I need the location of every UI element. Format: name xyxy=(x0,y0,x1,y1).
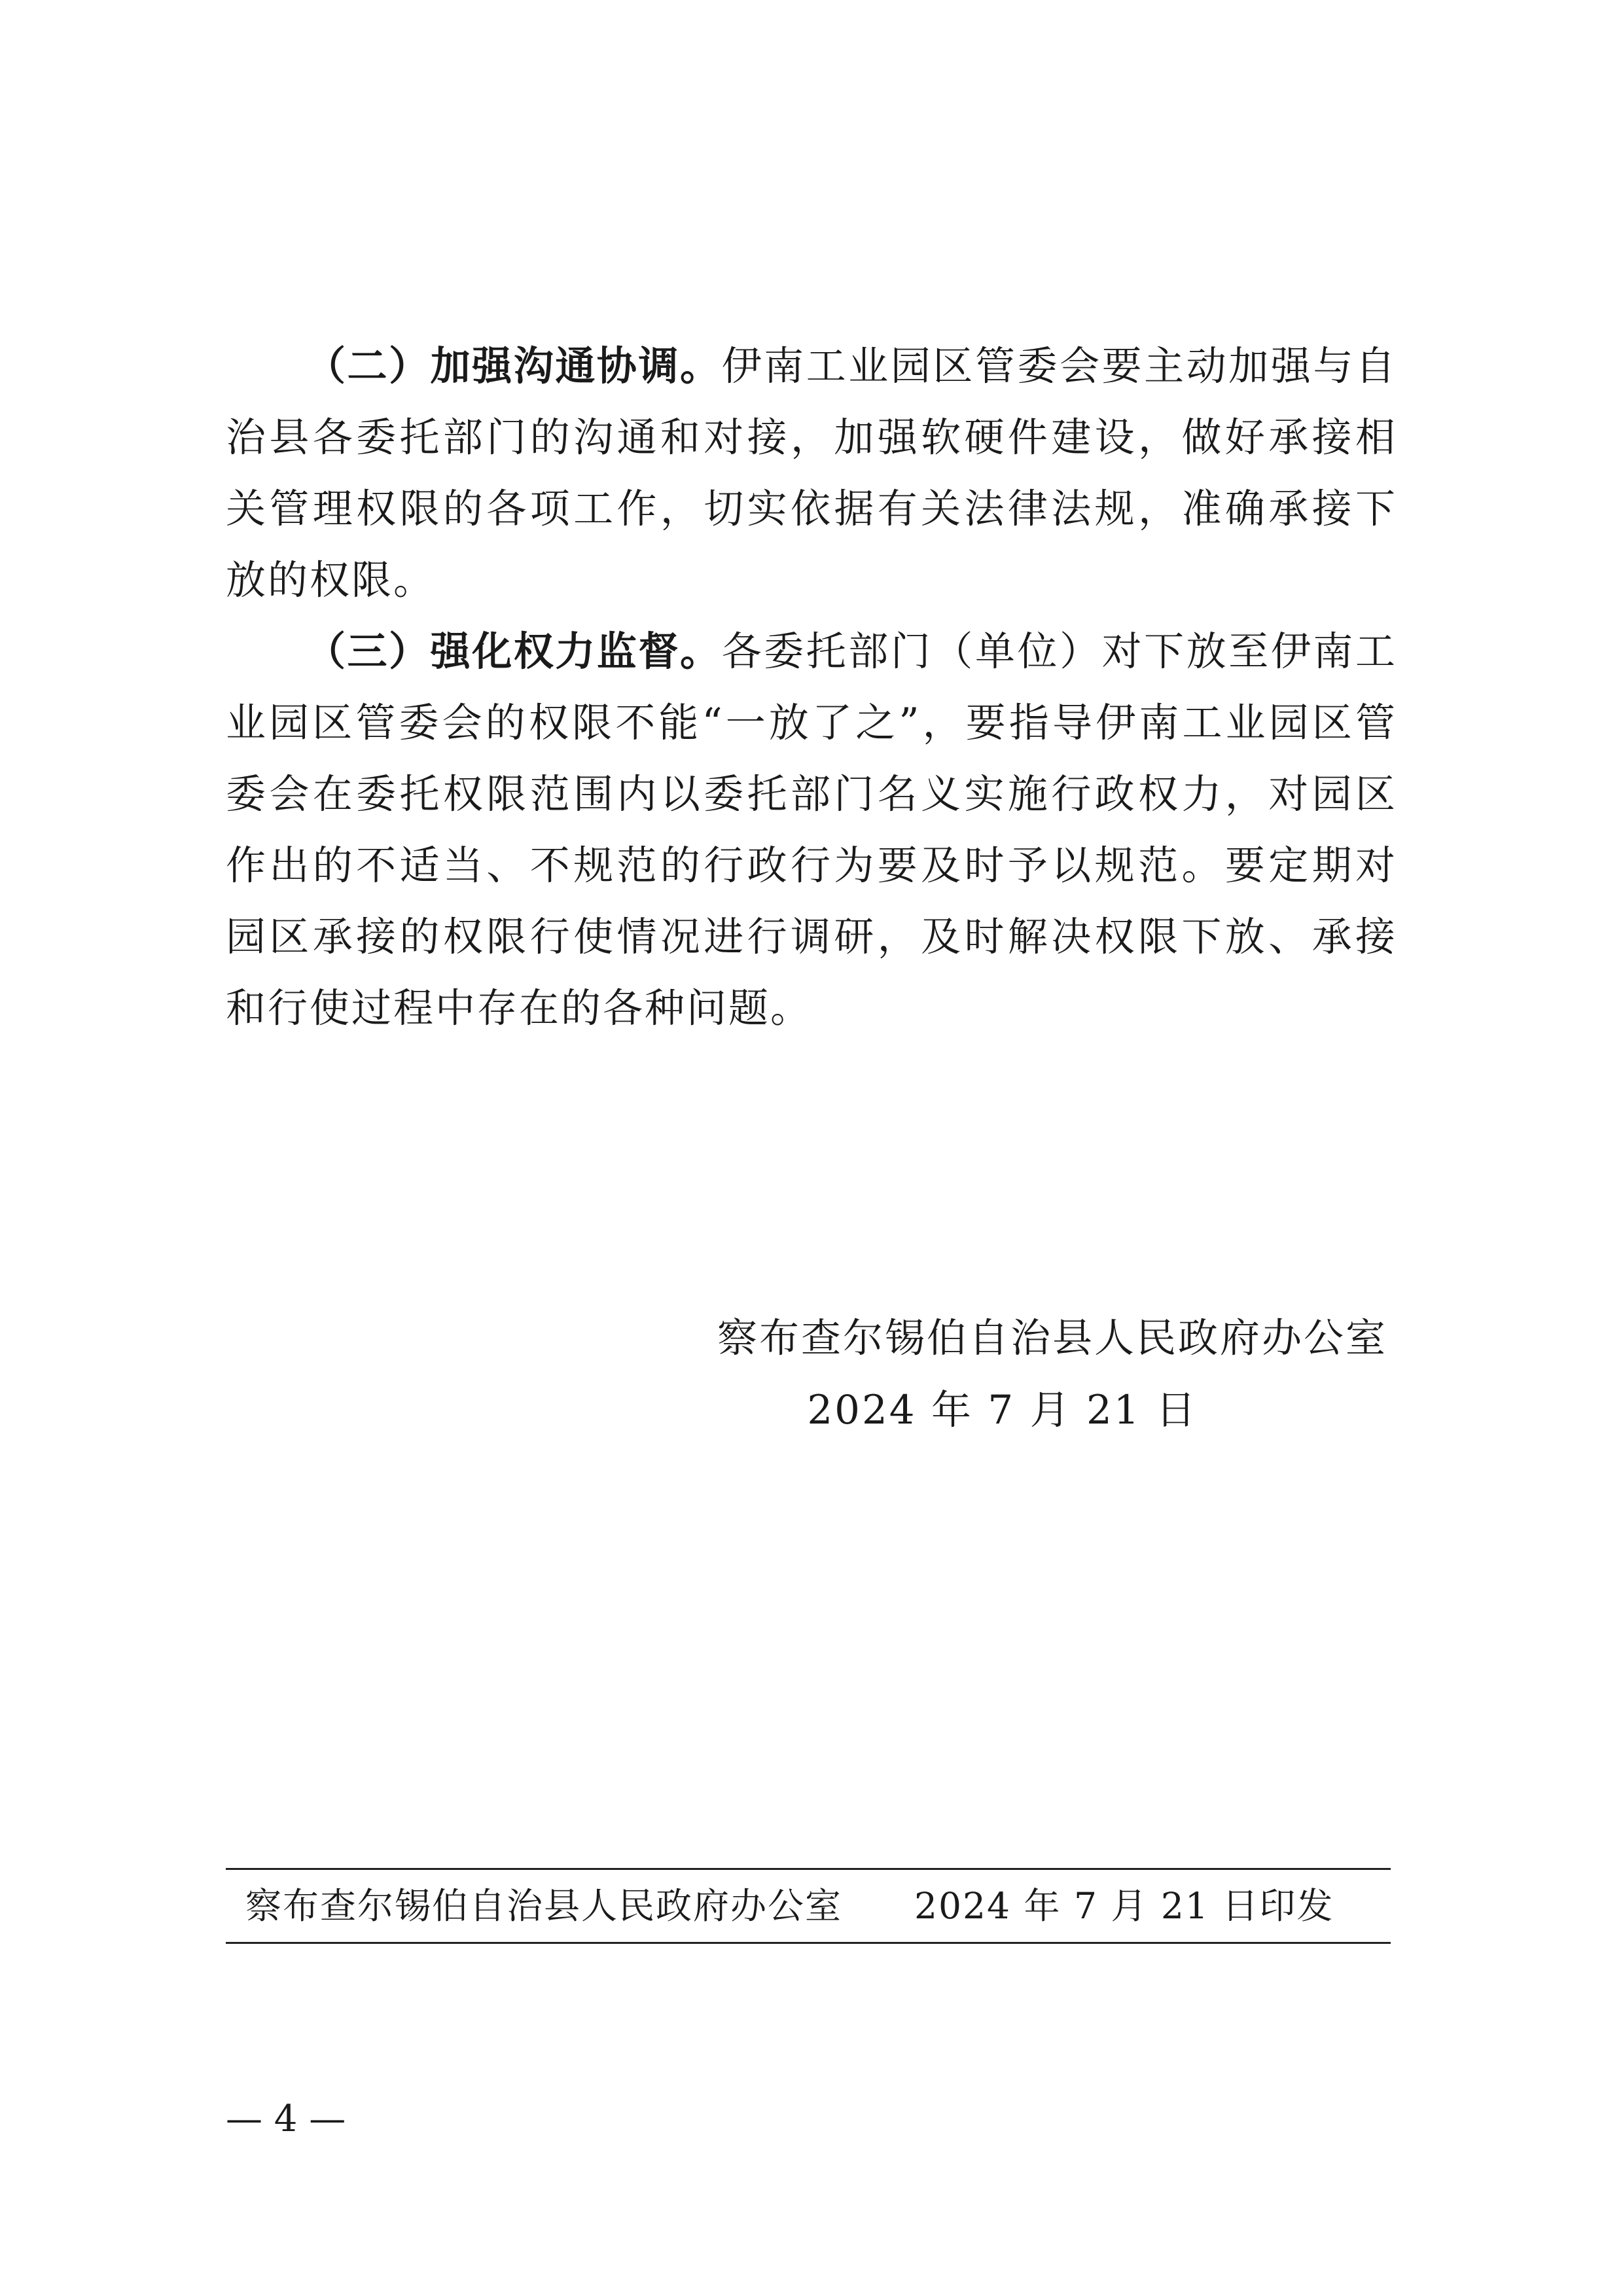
imprint-top-rule xyxy=(226,1868,1391,1870)
imprint-bottom-rule xyxy=(226,1942,1391,1944)
paragraph-communication xyxy=(226,331,1397,616)
paragraph-heading: （二）加强沟通协调。 xyxy=(306,343,722,389)
paragraph-heading: （三）强化权力监督。 xyxy=(306,628,722,675)
paragraph-supervision xyxy=(226,616,1397,1044)
signature-block xyxy=(707,1302,1387,1446)
imprint-line xyxy=(245,1873,1384,1939)
page-number: — 4 — xyxy=(226,2098,346,2140)
signature-date: 2024 年 7 月 21 日 xyxy=(807,1387,1198,1433)
imprint-issue-date: 2024 年 7 月 21 日印发 xyxy=(914,1885,1334,1927)
paragraph-body: 各委托部门（单位）对下放至伊南工业园区管委会的权限不能“一放了之”，要指导伊南工业园区管委会在委托权限范围内以委托部门名义实施行政权力，对园区作出的不适当、不规范的行政行为要及时予以规范。要定期对园区承接的权限行使情况进行调研，及时解决权限下放、承接和行使过程中存在的各种问题。 xyxy=(226,628,1397,1031)
paragraph-body: 伊南工业园区管委会要主动加强与自治县各委托部门的沟通和对接，加强软硬件建设，做好承接相关管理权限的各项工作，切实依据有关法律法规，准确承接下放的权限。 xyxy=(226,343,1397,603)
imprint-organization: 察布查尔锡伯自治县人民政府办公室 xyxy=(245,1885,843,1927)
body-text xyxy=(226,331,1397,1044)
signature-organization: 察布查尔锡伯自治县人民政府办公室 xyxy=(717,1315,1387,1361)
